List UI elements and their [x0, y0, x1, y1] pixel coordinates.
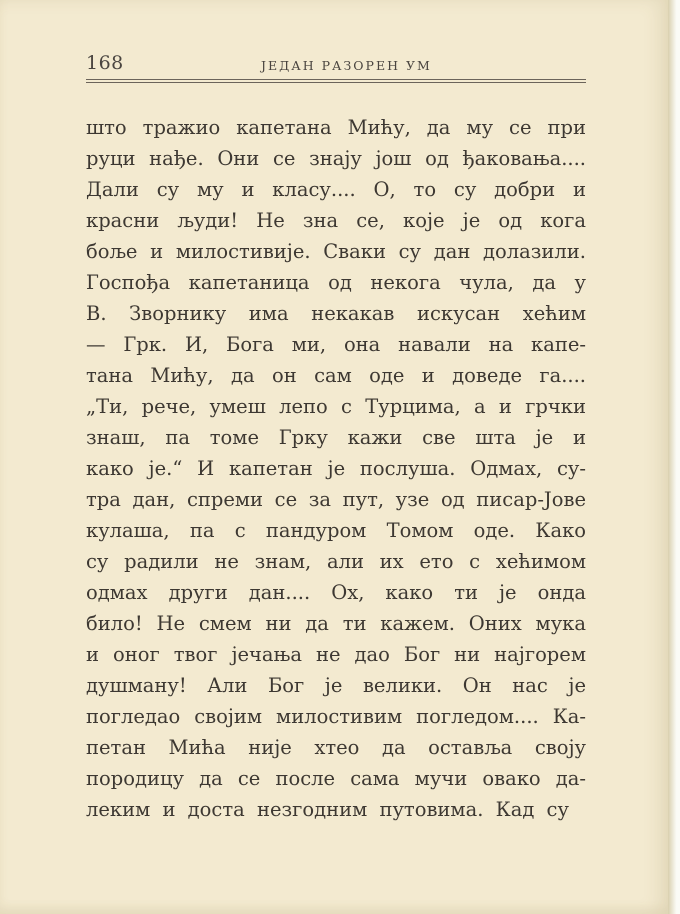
text-line-23: леким и доста незгодним путовима. Кад су [86, 798, 569, 821]
header-rule-top [86, 79, 586, 80]
text-line-15: су радили не знам, али их ето с хећимом [86, 550, 586, 573]
text-line-11: знаш, па томе Грку кажи све шта је и [86, 426, 586, 449]
text-line-18: и оног твог јечања не дао Бог ни најгорем [86, 643, 586, 666]
text-line-2: руци нађе. Они се знају још од ђаковања.... [86, 147, 586, 170]
header-rule-bottom [86, 82, 586, 83]
text-line-8: — Грк. И, Бога ми, она навали на капе- [86, 333, 586, 356]
text-line-14: кулаша, па с пандуром Томом оде. Како [86, 519, 586, 542]
text-line-4: красни људи! Не зна се, које је од кога [86, 209, 586, 232]
body-text [86, 112, 586, 825]
text-line-12: како је.“ И капетан је послуша. Одмах, су- [86, 457, 586, 480]
text-line-21: петан Мића није хтео да оставља своју [86, 736, 586, 759]
text-line-9: тана Мићу, да он сам оде и доведе га.... [86, 364, 586, 387]
text-line-10: „Ти, рече, умеш лепо с Турцима, а и грчки [86, 395, 586, 418]
text-line-1: што тражио капетана Мићу, да му се при [86, 116, 586, 139]
page-number: 168 [86, 52, 124, 74]
text-line-20: погледао својим милостивим погледом.... Ка- [86, 705, 586, 728]
running-title: ЈЕДАН РАЗОРЕН УМ [261, 58, 432, 73]
page-edge [668, 0, 680, 914]
text-line-19: душману! Али Бог је велики. Он нас је [86, 674, 586, 697]
page-header [86, 52, 586, 86]
text-line-6: Госпођа капетаница од некога чула, да у [86, 271, 586, 294]
text-line-7: В. Зворнику има некакав искусан хећим [86, 302, 586, 325]
text-line-22: породицу да се после сама мучи овако да- [86, 767, 586, 790]
text-line-3: Дали су му и класу.... О, то су добри и [86, 178, 586, 201]
text-line-13: тра дан, спреми се за пут, узе од писар-Јове [86, 488, 586, 511]
text-line-5: боље и милостивије. Сваки су дан долазили. [86, 240, 586, 263]
text-line-17: било! Не смем ни да ти кажем. Оних мука [86, 612, 586, 635]
text-line-16: одмах други дан.... Ох, како ти је онда [86, 581, 586, 604]
